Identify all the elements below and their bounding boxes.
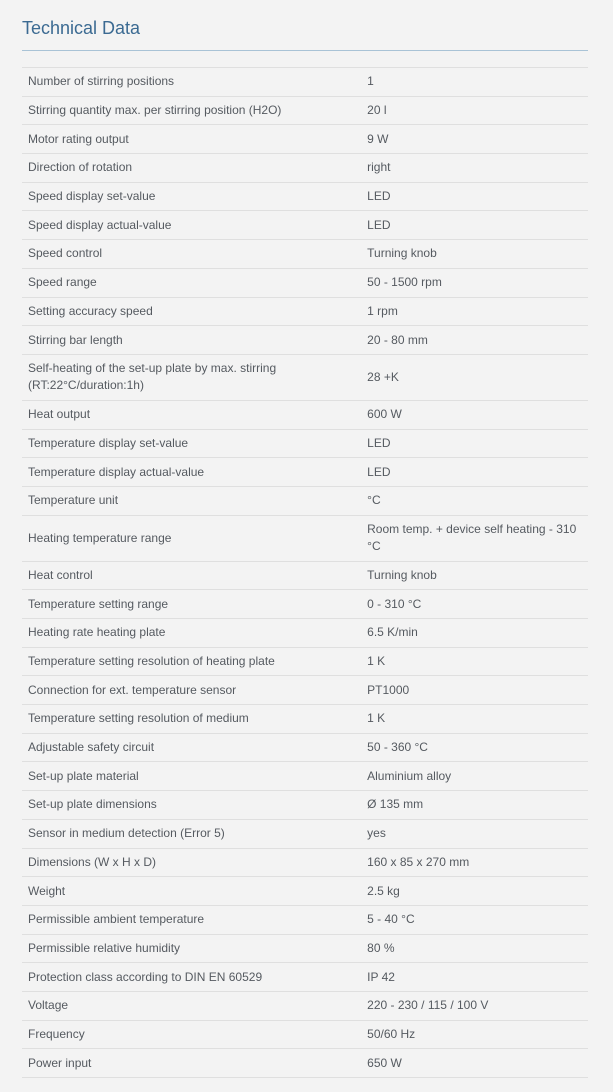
spec-label: Power input	[22, 1049, 361, 1078]
table-row	[22, 154, 588, 183]
spec-label: Temperature setting resolution of heating plate	[22, 647, 361, 676]
spec-label: Temperature display set-value	[22, 429, 361, 458]
technical-data-table	[22, 67, 588, 1078]
table-row	[22, 762, 588, 791]
section-title: Technical Data	[22, 18, 141, 38]
table-row	[22, 400, 588, 429]
spec-label: Temperature setting range	[22, 590, 361, 619]
spec-value: 20 - 80 mm	[361, 326, 588, 355]
technical-data-body	[22, 68, 588, 1078]
table-row	[22, 877, 588, 906]
spec-value: Turning knob	[361, 561, 588, 590]
table-row	[22, 429, 588, 458]
spec-label: Speed control	[22, 240, 361, 269]
spec-value: 80 %	[361, 934, 588, 963]
table-row	[22, 733, 588, 762]
table-row	[22, 705, 588, 734]
table-row	[22, 905, 588, 934]
spec-label: Motor rating output	[22, 125, 361, 154]
table-row	[22, 125, 588, 154]
table-row	[22, 1049, 588, 1078]
table-row	[22, 515, 588, 561]
spec-value: 28 +K	[361, 354, 588, 400]
spec-label: Sensor in medium detection (Error 5)	[22, 819, 361, 848]
spec-label: Heating rate heating plate	[22, 619, 361, 648]
spec-label: Connection for ext. temperature sensor	[22, 676, 361, 705]
spec-label: Stirring bar length	[22, 326, 361, 355]
spec-value: 1 K	[361, 647, 588, 676]
title-divider	[22, 50, 588, 51]
spec-label: Permissible relative humidity	[22, 934, 361, 963]
spec-label: Set-up plate material	[22, 762, 361, 791]
table-row	[22, 268, 588, 297]
spec-value: 1 rpm	[361, 297, 588, 326]
table-row	[22, 458, 588, 487]
spec-value: 160 x 85 x 270 mm	[361, 848, 588, 877]
spec-value: 50/60 Hz	[361, 1020, 588, 1049]
table-row	[22, 96, 588, 125]
spec-label: Heat output	[22, 400, 361, 429]
spec-value: 50 - 360 °C	[361, 733, 588, 762]
spec-value: 20 l	[361, 96, 588, 125]
table-row	[22, 182, 588, 211]
spec-label: Speed range	[22, 268, 361, 297]
spec-label: Self-heating of the set-up plate by max. stirring (RT:22°C/duration:1h)	[22, 354, 361, 400]
spec-value: LED	[361, 429, 588, 458]
spec-label: Heat control	[22, 561, 361, 590]
table-row	[22, 647, 588, 676]
table-row	[22, 561, 588, 590]
section-header	[22, 17, 588, 51]
spec-label: Stirring quantity max. per stirring position (H2O)	[22, 96, 361, 125]
spec-value: right	[361, 154, 588, 183]
spec-label: Speed display actual-value	[22, 211, 361, 240]
table-row	[22, 486, 588, 515]
table-row	[22, 354, 588, 400]
spec-value: 6.5 K/min	[361, 619, 588, 648]
spec-value: Aluminium alloy	[361, 762, 588, 791]
spec-label: Heating temperature range	[22, 515, 361, 561]
table-row	[22, 590, 588, 619]
spec-label: Number of stirring positions	[22, 68, 361, 97]
spec-label: Frequency	[22, 1020, 361, 1049]
spec-label: Weight	[22, 877, 361, 906]
spec-label: Permissible ambient temperature	[22, 905, 361, 934]
spec-value: 1 K	[361, 705, 588, 734]
spec-value: yes	[361, 819, 588, 848]
spec-value: °C	[361, 486, 588, 515]
table-row	[22, 991, 588, 1020]
spec-label: Voltage	[22, 991, 361, 1020]
spec-label: Temperature display actual-value	[22, 458, 361, 487]
spec-label: Setting accuracy speed	[22, 297, 361, 326]
spec-label: Adjustable safety circuit	[22, 733, 361, 762]
table-row	[22, 326, 588, 355]
spec-value: IP 42	[361, 963, 588, 992]
spec-label: Set-up plate dimensions	[22, 791, 361, 820]
spec-value: 220 - 230 / 115 / 100 V	[361, 991, 588, 1020]
spec-label: Dimensions (W x H x D)	[22, 848, 361, 877]
spec-value: 9 W	[361, 125, 588, 154]
spec-value: Room temp. + device self heating - 310 °C	[361, 515, 588, 561]
table-row	[22, 676, 588, 705]
table-row	[22, 211, 588, 240]
spec-label: Direction of rotation	[22, 154, 361, 183]
table-row	[22, 1020, 588, 1049]
spec-value: Ø 135 mm	[361, 791, 588, 820]
spec-value: 0 - 310 °C	[361, 590, 588, 619]
spec-value: LED	[361, 182, 588, 211]
spec-value: LED	[361, 211, 588, 240]
spec-value: Turning knob	[361, 240, 588, 269]
spec-label: Temperature setting resolution of medium	[22, 705, 361, 734]
spec-value: 2.5 kg	[361, 877, 588, 906]
table-row	[22, 848, 588, 877]
spec-label: Protection class according to DIN EN 60529	[22, 963, 361, 992]
spec-value: PT1000	[361, 676, 588, 705]
table-row	[22, 819, 588, 848]
table-row	[22, 791, 588, 820]
spec-value: LED	[361, 458, 588, 487]
spec-value: 650 W	[361, 1049, 588, 1078]
spec-value: 600 W	[361, 400, 588, 429]
table-row	[22, 934, 588, 963]
spec-label: Speed display set-value	[22, 182, 361, 211]
spec-value: 5 - 40 °C	[361, 905, 588, 934]
table-row	[22, 240, 588, 269]
table-row	[22, 963, 588, 992]
spec-value: 50 - 1500 rpm	[361, 268, 588, 297]
table-row	[22, 297, 588, 326]
table-row	[22, 619, 588, 648]
spec-value: 1	[361, 68, 588, 97]
spec-label: Temperature unit	[22, 486, 361, 515]
table-row	[22, 68, 588, 97]
